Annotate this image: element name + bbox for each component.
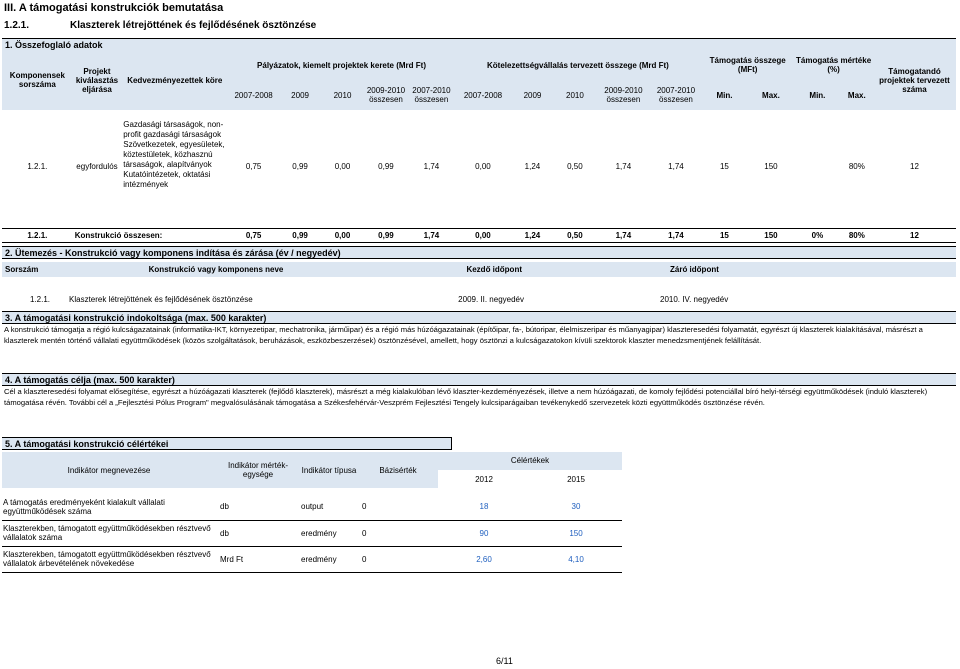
header-kezdo: Kezdő időpont xyxy=(466,265,522,274)
header-2015: 2015 xyxy=(530,470,622,488)
row-me: db xyxy=(216,520,300,546)
header-min: Min. xyxy=(716,90,733,100)
row-sorszam: 1.2.1. xyxy=(30,295,51,304)
total-label: 1.2.1. xyxy=(2,228,73,242)
header-year: 2007-2008 xyxy=(234,90,273,100)
row-value: 1,74 xyxy=(423,161,440,171)
total-value: 0,99 xyxy=(279,228,321,242)
header-year: 2009-2010 összesen xyxy=(366,86,406,104)
header-tamogatas-osszege: Támogatás összege (MFt) xyxy=(709,56,786,74)
row-2012: 90 xyxy=(438,520,530,546)
row-value: 1,74 xyxy=(668,161,684,171)
table-row xyxy=(2,116,956,216)
row-tam-min: 15 xyxy=(719,161,729,171)
row-bazis: 0 xyxy=(358,494,438,520)
row-tipus: output xyxy=(300,494,358,520)
row-tam-max: 150 xyxy=(764,161,778,171)
header-max: Max. xyxy=(762,90,780,100)
subsection-title: Klaszterek létrejöttének és fejlődésének ösztönzése xyxy=(70,20,317,31)
header-tamogatas-merteke: Támogatás mértéke (%) xyxy=(796,56,872,74)
total-value: 1,74 xyxy=(651,228,702,242)
row-nev: A támogatás eredményeként kialakult vállalati együttműködések száma xyxy=(2,494,216,520)
section-4-text: Cél a klaszteresedési folyamat elősegítése, egyrészt a húzóágazati klaszterek (fejlődő klaszterek), másrészt a még kialakulóban lévő klaszter-kezdeményezések, illetve a nem húzóágazati, de komoly fejlődési potenciállal bíró helyi-térségi együttműködések (induló klaszterek) támogatása révén. További cél a „Fejlesztési Pólus Program" megvalósulásának támogatása a Székesfehérvár-Veszprém Fejlesztési Tengely kulcsiparágaiban tevékenykedő szervezetek közti együttműködés ösztönzése révén. xyxy=(4,387,928,407)
section-1-title: 1. Összefoglaló adatok xyxy=(2,38,956,51)
header-tervezett: Támogatandó projektek tervezett száma xyxy=(879,66,950,94)
total-value: 1,24 xyxy=(511,228,553,242)
header-kedvezmenyezett: Kedvezményezettek köre xyxy=(127,75,223,85)
section-5-title: 5. A támogatási konstrukció célértékei xyxy=(2,437,452,450)
row-komponens: 1.2.1. xyxy=(27,161,48,171)
section-4-title: 4. A támogatás célja (max. 500 karakter) xyxy=(2,373,956,386)
total-row xyxy=(2,228,956,242)
header-sorszam: Sorszám xyxy=(5,265,39,274)
header-indikator: Indikátor megnevezése xyxy=(67,465,151,475)
section-3-title: 3. A támogatási konstrukció indokoltsága (max. 500 karakter) xyxy=(2,311,956,324)
row-mer-max: 80% xyxy=(848,161,865,171)
row-projekt: egyfordulós xyxy=(76,161,118,171)
table-row xyxy=(2,546,622,572)
row-value: 0,00 xyxy=(334,161,351,171)
header-min: Min. xyxy=(809,90,826,100)
row-nev: Klaszterek létrejöttének és fejlődésének ösztönzése xyxy=(69,295,253,304)
chapter-title: III. A támogatási konstrukciók bemutatása xyxy=(4,2,224,14)
row-mer-min xyxy=(794,116,840,216)
row-2015: 30 xyxy=(530,494,622,520)
header-tipus: Indikátor típusa xyxy=(301,465,357,475)
row-bazis: 0 xyxy=(358,520,438,546)
total-label2: Konstrukció összesen: xyxy=(73,228,229,242)
total-value: 1,74 xyxy=(596,228,651,242)
schedule-table xyxy=(2,262,956,307)
header-2012: 2012 xyxy=(438,470,530,488)
row-zaro: 2010. IV. negyedév xyxy=(660,295,729,304)
total-tam-min: 15 xyxy=(701,228,747,242)
total-value: 0,50 xyxy=(554,228,596,242)
header-year: 2007-2008 xyxy=(463,90,503,100)
subsection-heading xyxy=(4,20,316,31)
row-me: Mrd Ft xyxy=(216,546,300,572)
row-value: 1,74 xyxy=(615,161,632,171)
total-value: 0,00 xyxy=(321,228,363,242)
header-celertekek: Célértékek xyxy=(438,452,622,470)
total-mer-max: 80% xyxy=(841,228,873,242)
header-year: 2009 xyxy=(291,90,309,100)
table-row xyxy=(2,292,956,307)
total-value: 1,74 xyxy=(408,228,454,242)
header-max: Max. xyxy=(847,90,866,100)
row-kezdo: 2009. II. negyedév xyxy=(458,295,524,304)
row-value: 0,00 xyxy=(475,161,491,171)
row-nev: Klaszterekben, támogatott együttműködésekben résztvevő vállalatok száma xyxy=(2,520,216,546)
header-year: 2007-2010 összesen xyxy=(656,86,696,104)
row-value: 0,50 xyxy=(567,161,583,171)
row-2012: 18 xyxy=(438,494,530,520)
header-mertekegyseg: Indikátor mérték-egysége xyxy=(227,461,289,479)
row-bazis: 0 xyxy=(358,546,438,572)
subsection-number: 1.2.1. xyxy=(4,20,30,31)
header-nev: Konstrukció vagy komponens neve xyxy=(148,265,284,274)
row-me: db xyxy=(216,494,300,520)
header-year: 2007-2010 összesen xyxy=(412,86,451,104)
table-row xyxy=(2,520,622,546)
target-table xyxy=(2,452,622,573)
total-tam-max: 150 xyxy=(748,228,794,242)
total-value: 0,75 xyxy=(228,228,279,242)
header-year: 2009 xyxy=(523,90,542,100)
header-palyazat-group: Pályázatok, kiemelt projektek kerete (Mrd Ft) xyxy=(257,60,426,70)
total-tervezett: 12 xyxy=(873,228,956,242)
row-tipus: eredmény xyxy=(300,520,358,546)
total-value: 0,99 xyxy=(364,228,408,242)
row-2012: 2,60 xyxy=(438,546,530,572)
row-tipus: eredmény xyxy=(300,546,358,572)
header-bazisertek: Bázisérték xyxy=(379,465,417,475)
page-number: 6/11 xyxy=(496,656,513,666)
header-year: 2010 xyxy=(566,90,584,100)
total-mer-min: 0% xyxy=(794,228,840,242)
header-zaro: Záró időpont xyxy=(670,265,719,274)
section-3-text: A konstrukció támogatja a régió kulcságazatainak (informatika-IKT, környezetipar, mechatronika, járműipar) és a régió más húzóágazatainak (építőipar, fa-, bútoripar, élelmiszeripar és műanyagipar) klaszteresedési folyamatát, egyrészt új klaszterek kialakításával, másrészt a klaszterek mentén történő vállalati együttműködések (közös szolgáltatások, beruházások, eszközbeszerzések) ösztönzésével, amellett, hogy ösztönzi a kulcságazatokon kívüli szektorok klaszter menedzsmentjének felállítását. xyxy=(4,325,923,345)
row-value: 1,24 xyxy=(524,161,541,171)
row-value: 0,99 xyxy=(378,161,394,171)
row-2015: 150 xyxy=(530,520,622,546)
row-2015: 4,10 xyxy=(530,546,622,572)
total-value: 0,00 xyxy=(455,228,512,242)
header-kotelezettseg-group: Kötelezettségvállalás tervezett összege (Mrd Ft) xyxy=(487,60,669,70)
row-kedvezmenyezett: Gazdasági társaságok, non-profit gazdasági társaságok Szövetkezetek, egyesületek, köztestületek, közhasznú társaságok, alapítványok Kutatóintézetek, oktatási intézmények xyxy=(123,120,225,189)
row-value: 0,75 xyxy=(245,161,262,171)
summary-table xyxy=(2,50,956,243)
header-projekt: Projekt kiválasztás eljárása xyxy=(75,66,119,94)
row-tervezett: 12 xyxy=(910,161,919,171)
header-komponens: Komponensek sorszáma xyxy=(9,71,65,89)
row-nev: Klaszterekben, támogatott együttműködésekben résztvevő vállalatok árbevételének növekedése xyxy=(2,546,216,572)
header-year: 2009-2010 összesen xyxy=(604,86,643,104)
row-value: 0,99 xyxy=(292,161,308,171)
table-row xyxy=(2,494,622,520)
header-year: 2010 xyxy=(333,90,352,100)
section-2-title: 2. Ütemezés - Konstrukció vagy komponens indítása és zárása (év / negyedév) xyxy=(2,246,956,259)
